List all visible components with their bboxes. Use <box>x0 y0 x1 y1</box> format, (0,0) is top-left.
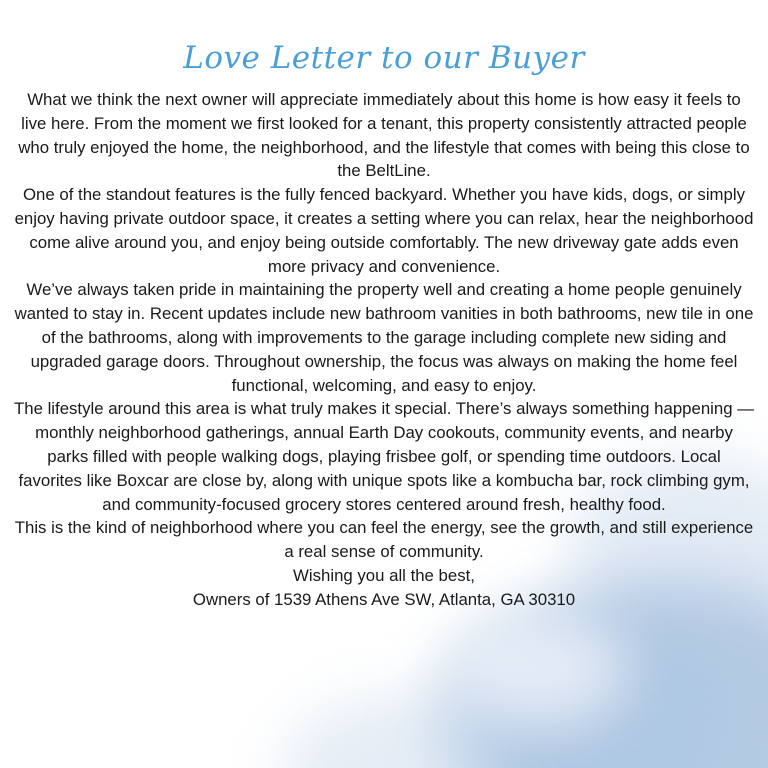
letter-title: Love Letter to our Buyer <box>183 40 585 76</box>
letter-paragraph: What we think the next owner will appreciate immediately about this home is how easy it feels to live here. From the moment we first looked for a tenant, this property consistently attracted people who truly enjoyed the home, the neighborhood, and the lifestyle that comes with being this close to the BeltLine. <box>18 90 750 181</box>
cloud-shape <box>448 608 628 728</box>
letter-paragraph: The lifestyle around this area is what truly makes it special. There’s always something happening — monthly neighborhood gatherings, annual Earth Day cookouts, community events, and nearby parks filled with people walking dogs, playing frisbee golf, or spending time outdoors. Local favorites like Boxcar are close by, along with unique spots like a kombucha bar, rock climbing gym, and community-focused grocery stores centered around fresh, healthy food. <box>14 399 754 514</box>
letter-closing: Wishing you all the best, <box>293 565 475 585</box>
letter-paragraph: We’ve always taken pride in maintaining the property well and creating a home people genuinely wanted to stay in. Recent updates include new bathroom vanities in both bathrooms, new tile in one of the bathrooms, along with improvements to the garage including complete new siding and upgraded garage doors. Throughout ownership, the focus was always on making the home feel functional, welcoming, and easy to enjoy. <box>14 280 754 395</box>
letter <box>0 36 768 612</box>
letter-paragraph: This is the kind of neighborhood where you can feel the energy, see the growth, and still experience a real sense of community. <box>14 518 754 562</box>
letter-paragraph: One of the standout features is the fully fenced backyard. Whether you have kids, dogs, or simply enjoy having private outdoor space, it creates a setting where you can relax, hear the neighborhood come alive around you, and enjoy being outside comfortably. The new driveway gate adds even more privacy and convenience. <box>14 185 754 276</box>
letter-body <box>14 88 754 612</box>
letter-signature: Owners of 1539 Athens Ave SW, Atlanta, GA 30310 <box>192 589 576 609</box>
